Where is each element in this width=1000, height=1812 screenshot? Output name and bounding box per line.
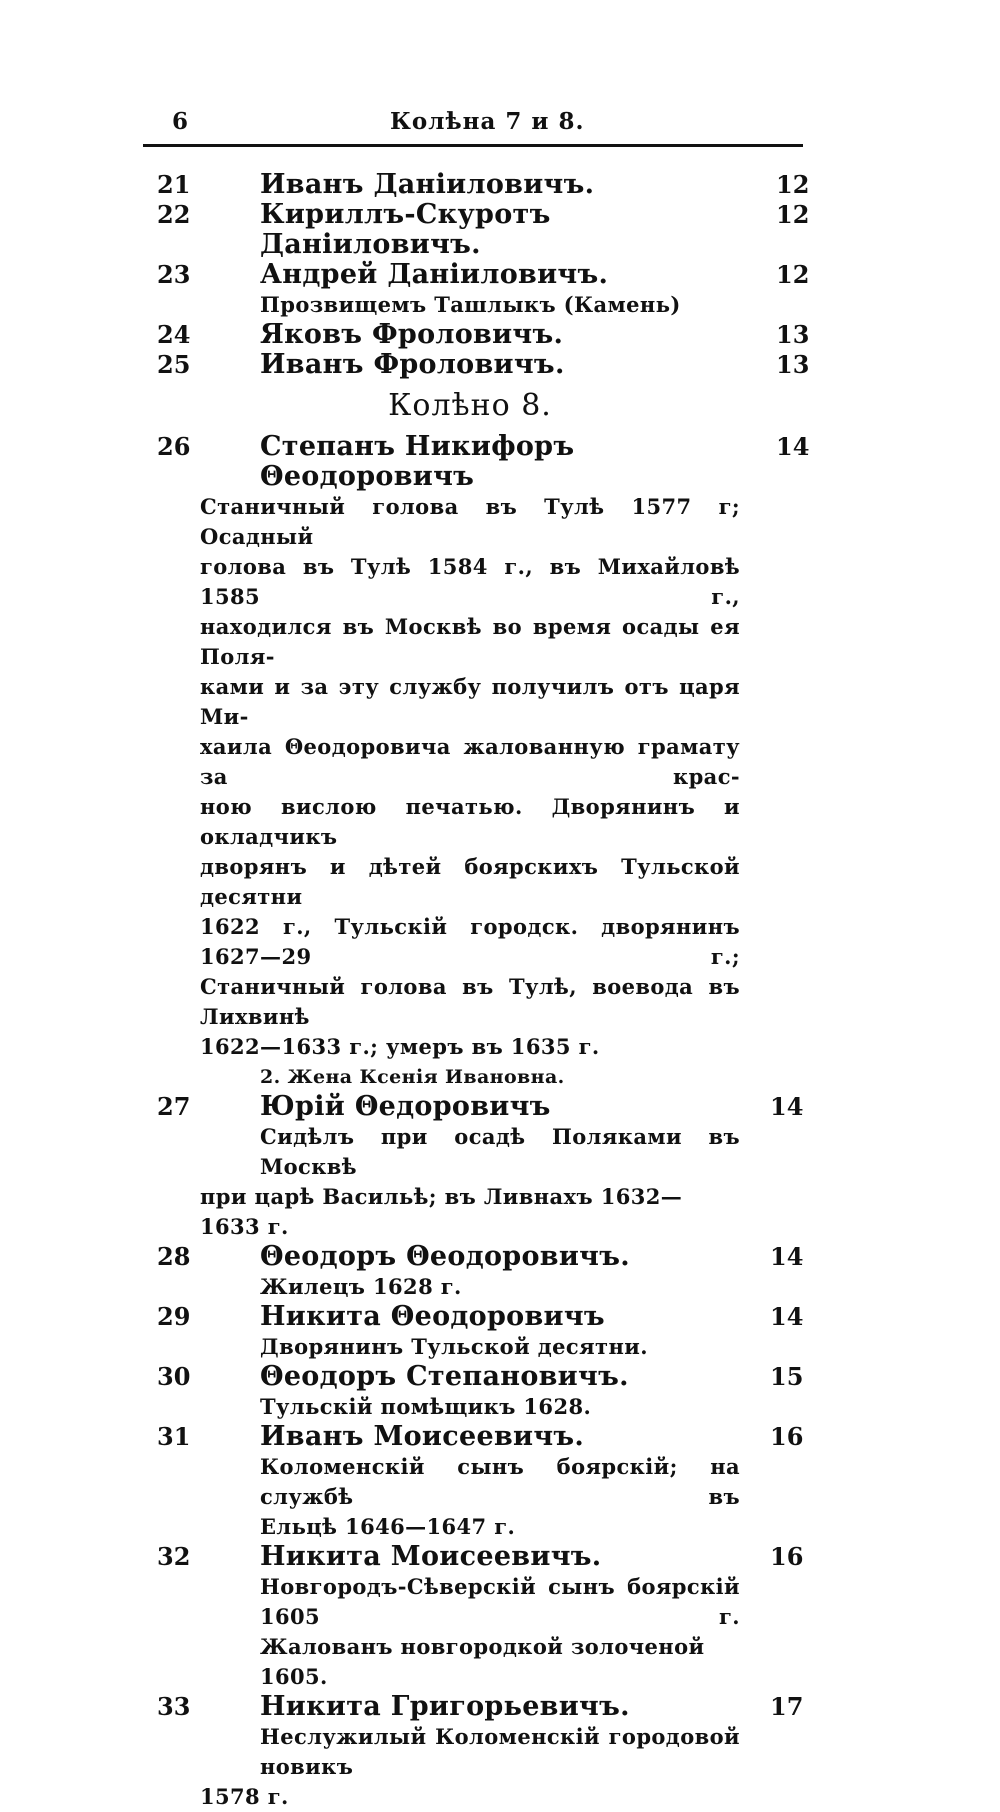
entry-note-line: 1622—1633 г.; умеръ въ 1635 г. (200, 1034, 600, 1059)
entry-27 (0, 1092, 1000, 1242)
entry-ref: 12 (776, 260, 810, 289)
entry-28 (0, 1242, 1000, 1302)
entry-number: 29 (157, 1302, 191, 1331)
entry-note-line: Жилецъ 1628 г. (260, 1274, 462, 1299)
entry-30 (0, 1362, 1000, 1422)
entry-name: Юрій Θедоровичъ (260, 1091, 551, 1122)
entry-note-line: ками и за эту службу получилъ отъ царя Ми- (200, 674, 740, 729)
entry-23 (0, 260, 1000, 320)
entry-ref: 14 (776, 432, 810, 461)
entry-name: Θеодоръ Θеодоровичъ. (260, 1241, 630, 1272)
header-rule (143, 144, 803, 147)
entry-name: Андрей Даніиловичъ. (260, 259, 609, 290)
entry-ref: 17 (770, 1692, 804, 1721)
entry-note-line: Новгородъ-Сѣверскій сынъ боярскій 1605 г. (260, 1574, 740, 1629)
entry-name: Степанъ Никифоръ Θеодоровичъ (260, 431, 575, 492)
entry-number: 26 (157, 432, 191, 461)
entry-note-line: Станичный голова въ Тулѣ 1577 г; Осадный (200, 494, 740, 549)
entry-32 (0, 1542, 1000, 1692)
page-number: 6 (172, 108, 189, 135)
entry-29 (0, 1302, 1000, 1362)
entry-name: Иванъ Даніиловичъ. (260, 169, 595, 200)
entry-name: Иванъ Фроловичъ. (260, 349, 565, 380)
entry-ref: 12 (776, 200, 810, 229)
entry-number: 23 (157, 260, 191, 289)
entry-name: Θеодоръ Степановичъ. (260, 1361, 629, 1392)
entry-24 (0, 320, 1000, 350)
entry-number: 27 (157, 1092, 191, 1121)
entry-note-line: голова въ Тулѣ 1584 г., въ Михайловѣ 1585 г., (200, 554, 740, 609)
entry-number: 25 (157, 350, 191, 379)
entry-note-line: Жалованъ новгородкой золоченой 1605. (260, 1634, 705, 1689)
entry-note-line: хаила Θеодоровича жалованную грамату за крас- (200, 734, 740, 789)
entries (0, 170, 1000, 1812)
entry-number: 28 (157, 1242, 191, 1271)
entry-name: Никита Моисеевичъ. (260, 1541, 602, 1572)
entry-note: Прозвищемъ Ташлыкъ (Камень) (260, 292, 681, 317)
entry-31 (0, 1422, 1000, 1542)
entry-note-line: Сидѣлъ при осадѣ Поляками въ Москвѣ (260, 1124, 740, 1179)
section-title: Колѣно 8. (388, 388, 552, 423)
entry-number: 33 (157, 1692, 191, 1721)
entry-ref: 13 (776, 350, 810, 379)
entry-note-line: Станичный голова въ Тулѣ, воевода въ Лихвинѣ (200, 974, 740, 1029)
entry-21 (0, 170, 1000, 200)
entry-number: 31 (157, 1422, 191, 1451)
entry-26 (0, 432, 1000, 1092)
entry-number: 24 (157, 320, 191, 349)
page-header (0, 108, 1000, 148)
entry-number: 22 (157, 200, 191, 229)
entry-33 (0, 1692, 1000, 1812)
entry-name: Кириллъ-Скуротъ Даніиловичъ. (260, 199, 551, 260)
entry-note-line: 1578 г. (200, 1784, 289, 1809)
entry-note-line: Тульскій помѣщикъ 1628. (260, 1394, 592, 1419)
entry-ref: 14 (770, 1302, 804, 1331)
running-title: Колѣна 7 и 8. (390, 108, 585, 135)
entry-ref: 16 (770, 1542, 804, 1571)
entry-note-line: при царѣ Васильѣ; въ Ливнахъ 1632—1633 г. (200, 1184, 683, 1239)
entry-note-line: Дворянинъ Тульской десятни. (260, 1334, 648, 1359)
entry-ref: 15 (770, 1362, 804, 1391)
entry-name: Никита Θеодоровичъ (260, 1301, 605, 1332)
entry-ref: 16 (770, 1422, 804, 1451)
entry-number: 21 (157, 170, 191, 199)
entry-25 (0, 350, 1000, 380)
entry-note-line: дворянъ и дѣтей боярскихъ Тульской десятни (200, 854, 740, 909)
entry-number: 30 (157, 1362, 191, 1391)
entry-ref: 14 (770, 1242, 804, 1271)
entry-wife: 2. Жена Ксенія Ивановна. (260, 1066, 565, 1088)
entry-number: 32 (157, 1542, 191, 1571)
entry-note-line: Неслужилый Коломенскій городовой новикъ (260, 1724, 740, 1779)
entry-ref: 12 (776, 170, 810, 199)
entry-note-line: 1622 г., Тульскій городск. дворянинъ 1627—29 г.; (200, 914, 740, 969)
entry-note-line: Коломенскій сынъ боярскій; на службѣ въ (260, 1454, 740, 1509)
entry-name: Никита Григорьевичъ. (260, 1691, 630, 1722)
entry-ref: 14 (770, 1092, 804, 1121)
entry-ref: 13 (776, 320, 810, 349)
entry-name: Яковъ Фроловичъ. (260, 319, 564, 350)
entry-note-line: находился въ Москвѣ во время осады ея Поля- (200, 614, 740, 669)
entry-22 (0, 200, 1000, 260)
entry-name: Иванъ Моисеевичъ. (260, 1421, 585, 1452)
entry-note-line: Ельцѣ 1646—1647 г. (260, 1514, 516, 1539)
entry-note-line: ною вислою печатью. Дворянинъ и окладчикъ (200, 794, 740, 849)
